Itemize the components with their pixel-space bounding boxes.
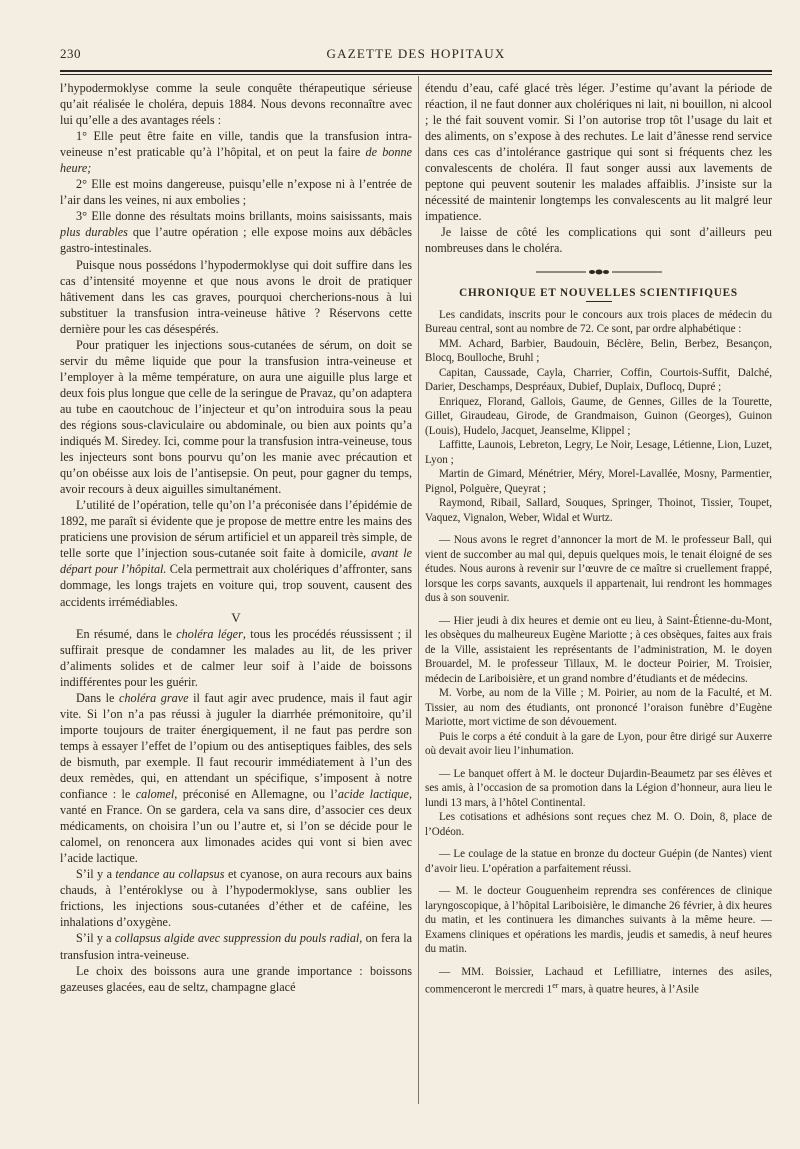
superscript-text: er — [552, 981, 559, 991]
text-run: Laffitte, Launois, Lebreton, Legry, Le Noir, Lesage, Létienne, Lion, Luzet, Lyon ; — [425, 439, 772, 466]
text-run: Les candidats, inscrits pour le concours aux trois places de médecin du Bureau central, sont au nombre de 72. Ce sont, par ordre alphabétique : — [425, 308, 772, 336]
text-run: En résumé, dans le — [76, 626, 177, 641]
paragraph-gap — [425, 759, 772, 767]
text-run: Capitan, Caussade, Cayla, Charrier, Coffin, Courtois-Suffit, Dalché, Darier, Deschamps, Despréaux, Dubief, Duplaix, Duflocq, Dupré ; — [425, 366, 772, 394]
italic-text: acide lactique — [337, 787, 409, 802]
text-run: , on fera la transfusion intra-veineuse. — [60, 931, 412, 962]
header-rule-thin — [60, 74, 772, 75]
rubric-title: CHRONIQUE ET NOUVELLES SCIENTIFIQUES — [459, 286, 738, 299]
paragraph — [425, 337, 772, 366]
text-run: étendu d’eau, café glacé très léger. J’estime qu’avant la période de réaction, il ne faut donner aux cholériques ni lait, ni bouillon, ni alcool ; le thé fait souvent vomir. Si l’on autorise trop tôt l’usage du lait et des aliments, on s’expose à des rechutes. Le lait d’ânesse rend service dans ces cas d’intolérance gastrique qui sont si fréquents chez les convalescents de choléra. Il faut songer aussi aux lavements de peptone qui peuvent soutenir les malades affaiblis. J’insiste sur la nécessité de maintenir longtemps les convalescents au lit malgré leur impatience. — [425, 81, 772, 224]
paragraph-gap — [425, 839, 772, 847]
header-rule-thick — [60, 70, 772, 72]
paragraph — [425, 366, 772, 395]
page-header — [60, 46, 772, 66]
text-run: Les cotisations et adhésions sont reçues chez M. O. Doin, 8, place de l’Odéon. — [425, 811, 772, 838]
paragraph — [60, 80, 412, 128]
paragraph — [425, 438, 772, 467]
paragraph — [60, 128, 412, 176]
text-run: , tous les procédés réussissent ; il suffirait presque de condamner les malades au lit, de les priver d’aliments solides et de calmer leur soif à l’aide de boissons indifférentes pour les guérir. — [60, 626, 412, 689]
ornament-divider — [534, 269, 664, 275]
text-run: — M. le docteur Gouguenheim reprendra ses conférences de clinique laryngoscopique, à l’hôpital Lariboisière, le dimanche 26 février, à dix heures du matin, et les continuera les dimanches suivants à la même heure. — Examens cliniques et opérations les mardis, jeudis et samedis, à neuf heures du matin. — [425, 885, 772, 956]
italic-text: collapsus algide avec suppression du pouls radial — [114, 931, 360, 946]
text-run: , vanté en France. On se gardera, cela va sans dire, d’associer ces deux médicaments, on choisira l’un ou l’autre et, si l’on se décide pour le calomel, on renoncera aux limonades acides qui vont si bien avec l’acide lactique. — [60, 787, 412, 866]
paragraph — [425, 80, 772, 224]
section-number: V — [231, 609, 241, 625]
paragraph-gap — [425, 876, 772, 884]
paragraph — [425, 496, 772, 525]
paragraph-gap — [425, 606, 772, 614]
text-run: Le choix des boissons aura une grande importance : boissons gazeuses glacées, eau de seltz, champagne glacé — [60, 963, 412, 994]
text-run: 1° Elle peut être faite en ville, tandis que la transfusion intra-veineuse n’est praticable qu’à l’hôpital, et on peut la faire — [60, 129, 412, 160]
paragraph — [425, 308, 772, 337]
text-run: Raymond, Ribail, Sallard, Souques, Springer, Thoinot, Tissier, Toupet, Vaquez, Vignalon, Weber, Widal et Wurtz. — [425, 497, 772, 524]
paragraph — [425, 847, 772, 876]
text-run: — Hier jeudi à dix heures et demie ont eu lieu, à Saint-Étienne-du-Mont, les obsèques du malheureux Eugène Mariotte ; à ces obsèques, faites aux frais de la Ville, assistaient les représentants de l’administration, M. le doyen Brouardel, M. le professeur Tillaux, M. le docteur Poirier, M. Troisier, médecin de Lariboisière, et un grand nombre d’étudiants et de médecins. — [425, 614, 772, 685]
paragraph-gap — [425, 957, 772, 965]
paragraph — [60, 930, 412, 962]
text-run: L’utilité de l’opération, telle qu’on l’a préconisée dans l’épidémie de 1892, me paraît si évidente que je propose de mettre entre les mains des praticiens une provision de sérum artificiel et un appareil très simple, de telle sorte que l’injection sous-cutanée soit faite à domicile, — [60, 498, 412, 561]
left-column — [60, 80, 412, 995]
paragraph-gap — [425, 525, 772, 533]
paragraph — [425, 614, 772, 687]
paragraph — [60, 626, 412, 690]
paragraph — [60, 257, 412, 337]
paragraph — [425, 533, 772, 606]
page-number: 230 — [60, 46, 81, 61]
text-run: Pour pratiquer les injections sous-cutanées de sérum, on doit se servir du même liquide que pour la transfusion intra-veineuse et l’employer à la même température, on aura une aiguille plus large et deux fois plus longue que celle de la seringue de Pravaz, qu’on adaptera au tube en caoutchouc de l’injecteur et qu’on introduira sous la peau des régions sous-claviculaire ou abdominale, ou bien aux points qu’a indiqués M. Siredey. Ici, comme pour la transfusion intra-veineuse, tous les injecteurs sont bons pourvu qu’on les manie avec précaution et qu’on obéisse aux lois de l’antisepsie. On peut, pour gagner du temps, avoir recours à deux aiguilles simultanément. — [60, 337, 412, 497]
italic-text: avant le départ pour l’hôpital. — [60, 546, 412, 577]
paragraph — [425, 224, 772, 256]
right-column — [425, 80, 772, 997]
paragraph — [425, 810, 772, 839]
paragraph — [60, 208, 412, 256]
paragraph — [60, 963, 412, 995]
paragraph — [60, 176, 412, 208]
column-divider — [418, 76, 419, 1104]
text-run: 3° Elle donne des résultats moins brillants, moins saisissants, mais — [76, 209, 412, 224]
paragraph — [425, 965, 772, 998]
text-run: — Nous avons le regret d’annoncer la mort de M. le professeur Ball, qui vient de succomber au mal qui, depuis quelques mois, le tenait éloigné de ses études. Nous aurons à revenir sur l’œuvre de ce maître si cruellement frappé, lorsque les corps savants, auxquels il appartenait, lui rendront les hommages dus à son souvenir. — [425, 534, 772, 605]
text-run: S’il y a — [76, 931, 115, 946]
text-run: Dans le — [76, 690, 119, 705]
paragraph — [60, 690, 412, 867]
text-run: — Le coulage de la statue en bronze du docteur Guépin (de Nantes) vient d’avoir lieu. L’opération a parfaitement réussi. — [425, 848, 772, 875]
italic-text: tendance au collapsus — [115, 867, 225, 882]
italic-text: de bonne heure; — [60, 145, 412, 176]
text-run: l’hypodermoklyse comme la seule conquête thérapeutique sérieuse qu’ait réalisée le choléra, depuis 1884. Nous devons reconnaître avec lui qu’elle a des avantages réels : — [60, 81, 412, 128]
right-paragraphs — [425, 80, 772, 257]
text-run: et cyanose, on aura recours aux bains chauds, à l’entéroklyse ou à l’hypodermoklyse, sans oublier les frictions, les injections sous-cutanées d’éther et de caféine, les inhalations d’oxygène. — [60, 867, 412, 930]
italic-text: choléra grave — [118, 690, 189, 705]
italic-text: choléra léger — [176, 626, 243, 641]
text-run: que l’autre opération ; elle expose moins aux débâcles gastro-intestinales. — [60, 225, 412, 256]
text-run: Enriquez, Florand, Gallois, Gaume, de Gennes, Gilles de la Tourette, Gillet, Giraudeau, Girode, de Grandmaison, Guinon (Georges), Guinon (Louis), Hudelo, Jacquet, Jeanselme, Klippel ; — [425, 395, 772, 437]
text-run: — Le banquet offert à M. le docteur Dujardin-Beaumetz par ses élèves et ses amis, à l’occasion de sa promotion dans la Légion d’honneur, aura lieu le lundi 13 mars, à l’hôtel Continental. — [425, 767, 772, 809]
text-run: , préconisé en Allemagne, ou l’ — [174, 787, 338, 802]
text-run: mars, à quatre heures, à l’Asile — [558, 983, 699, 996]
news-items — [425, 308, 772, 998]
journal-title: GAZETTE DES HOPITAUX — [326, 46, 506, 61]
text-run: Je laisse de côté les complications qui sont d’ailleurs peu nombreuses dans le choléra. — [425, 225, 772, 256]
italic-text: plus durables — [60, 225, 128, 240]
paragraph — [425, 884, 772, 957]
italic-text: calomel — [135, 787, 175, 802]
text-run: MM. Achard, Barbier, Baudouin, Béclère, Belin, Berbez, Besançon, Blocq, Boulloche, Bruhl ; — [425, 337, 772, 365]
left-paragraphs — [60, 80, 412, 610]
text-run: Puis le corps a été conduit à la gare de Lyon, pour être dirigé sur Auxerre où devait avoir lieu l’inhumation. — [425, 730, 772, 758]
text-run: Martin de Gimard, Ménétrier, Méry, Morel-Lavallée, Mosny, Parmentier, Pignol, Polguère, Queyrat ; — [425, 468, 772, 495]
paragraph — [425, 467, 772, 496]
text-run: — MM. Boissier, Lachaud et Lefilliatre, internes des asiles, commenceront le mercredi 1 — [425, 965, 772, 996]
paragraph — [425, 395, 772, 439]
rubric-rule — [586, 301, 612, 302]
text-run: M. Vorbe, au nom de la Ville ; M. Poirier, au nom de la Faculté, et M. Tissier, au nom des étudiants, ont prononcé l’oraison funèbre d’Eugène Mariotte, mort victime de son dévouement. — [425, 687, 772, 729]
paragraph — [60, 497, 412, 609]
paragraph — [60, 866, 412, 930]
left-paragraphs-after — [60, 626, 412, 995]
text-run: Cela permettrait aux cholériques d’affronter, sans dommage, les longs trajets en voiture qui, trop souvent, causent des accidents irrémédiables. — [60, 562, 412, 609]
text-run: S’il y a — [76, 867, 116, 882]
text-run: 2° Elle est moins dangereuse, puisqu’elle n’expose ni à l’entrée de l’air dans les veines, ni aux embolies ; — [60, 177, 412, 208]
text-run: Puisque nous possédons l’hypodermoklyse qui doit suffire dans les cas d’intensité moyenne et que nous avons le droit de pratiquer hâtivement dans les cas graves, pourquoi chercherions-nous à lui substituer la transfusion intra-veineuse hâtive ? Réservons cette dernière pour les cas désespérés. — [60, 257, 412, 336]
paragraph — [425, 730, 772, 759]
paragraph — [425, 767, 772, 811]
paragraph — [425, 686, 772, 730]
paragraph — [60, 337, 412, 497]
text-run: il faut agir avec prudence, mais il faut agir vite. Si l’on n’a pas réussi à juguler la diarrhée prémonitoire, qu’il importe toujours de traiter énergiquement, il ne faut pas perdre son temps à essayer l’effet de l’opium ou des antiseptiques faibles, des sels de bismuth, par exemple. Il faut recourir immédiatement à l’un des deux remèdes, qui, en attendant un spécifique, s’imposent à notre confiance : le — [60, 690, 413, 802]
